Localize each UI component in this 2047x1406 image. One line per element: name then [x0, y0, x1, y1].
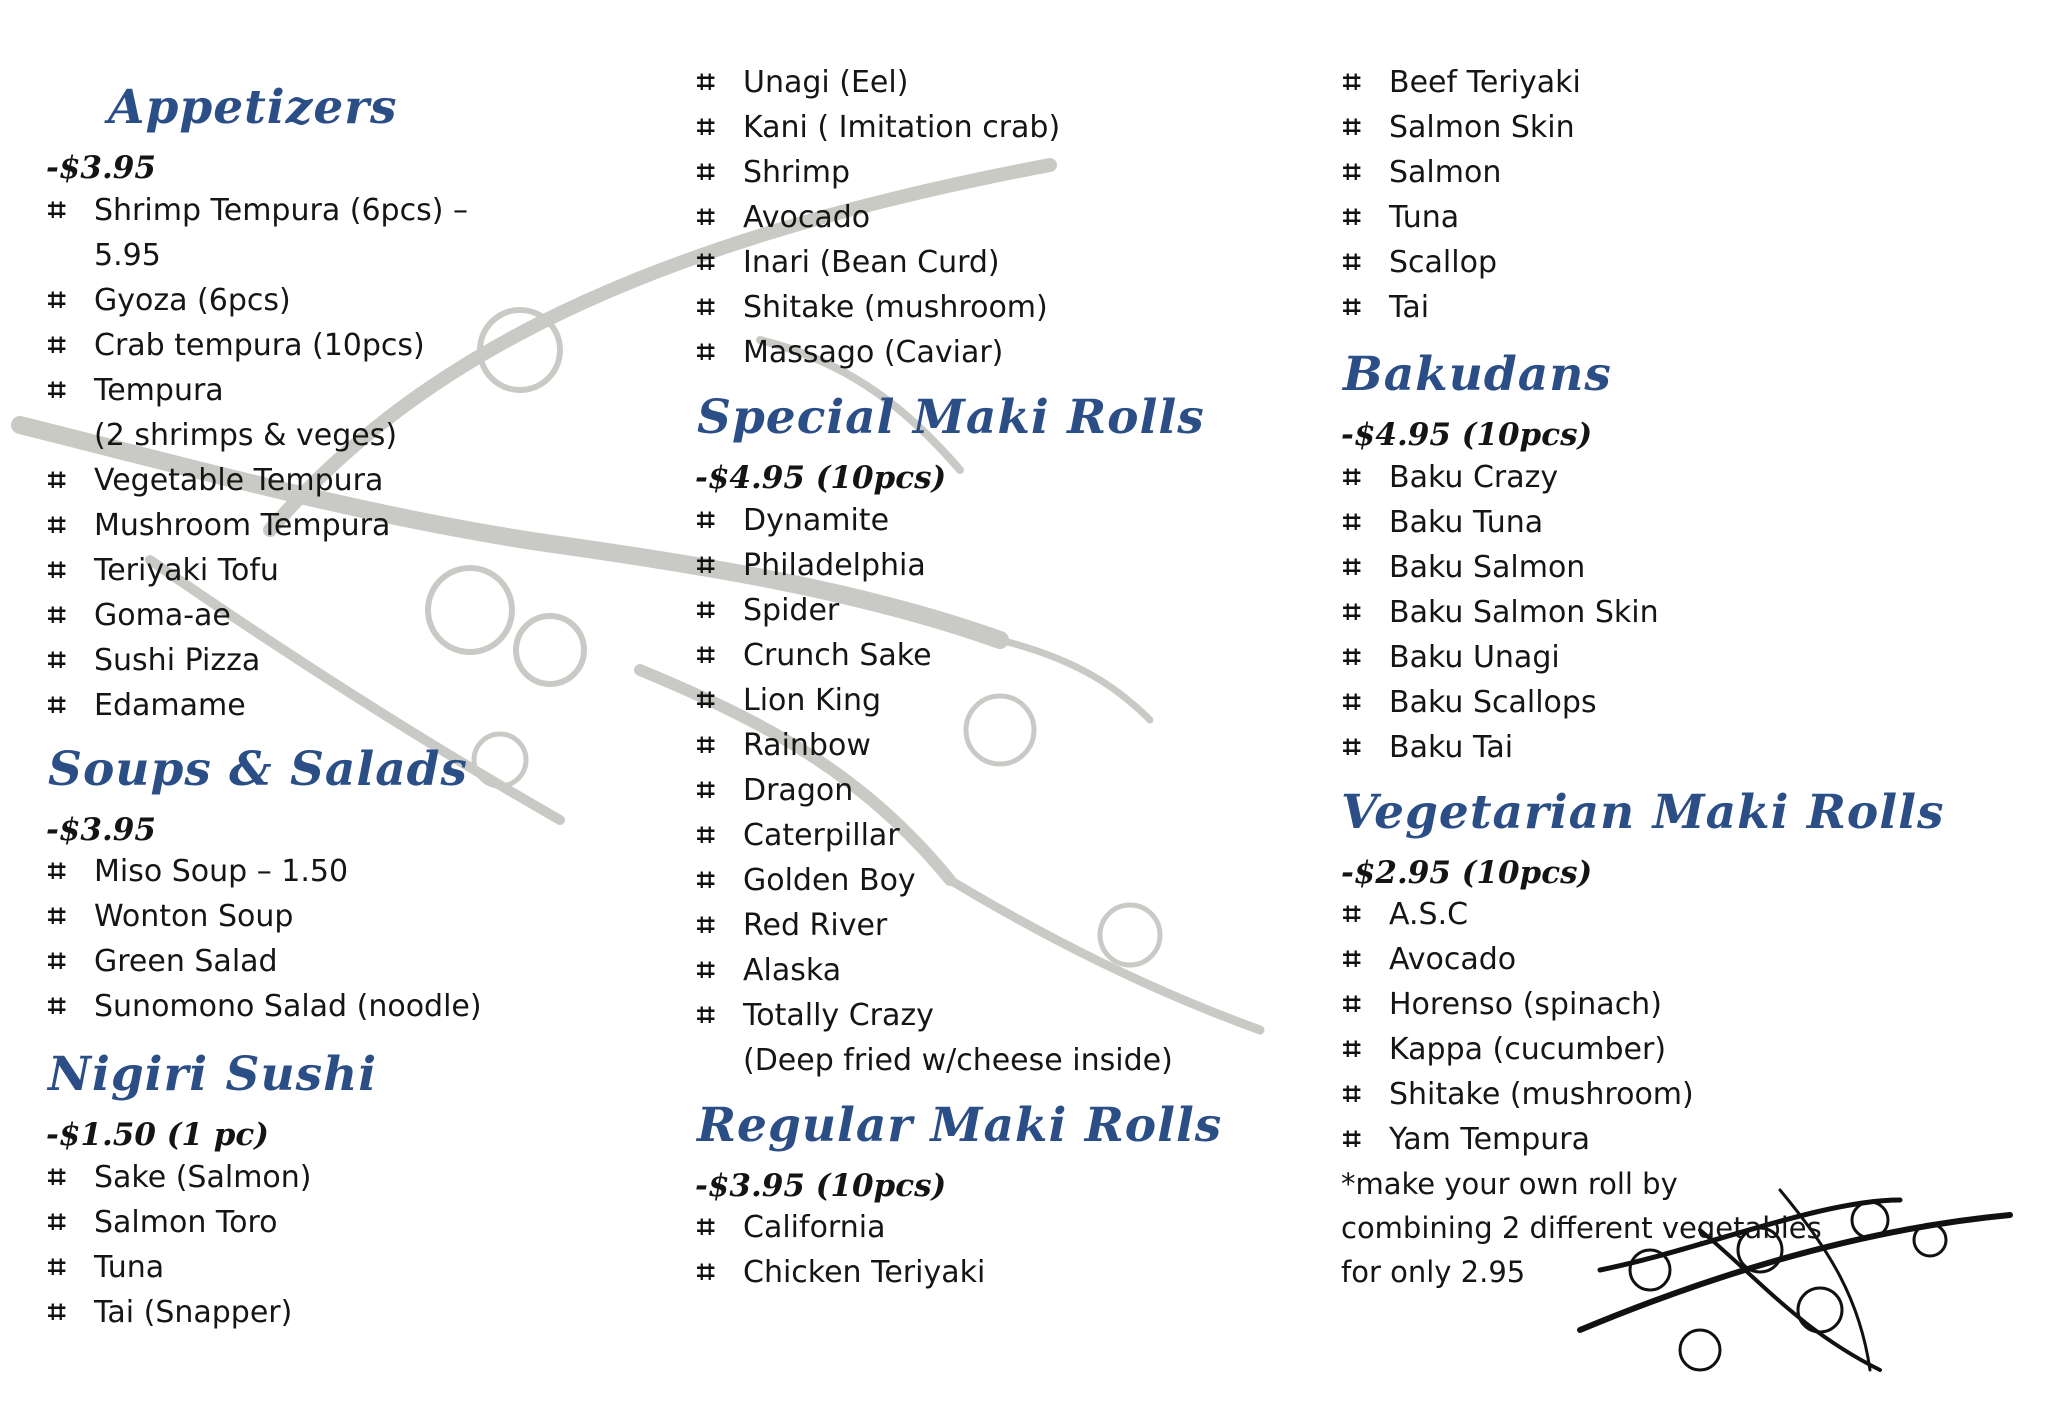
- list-item: ⌗ Wonton Soup: [46, 894, 482, 939]
- hash-bullet-icon: ⌗: [697, 109, 715, 145]
- hash-bullet-icon: ⌗: [1343, 64, 1361, 100]
- hash-bullet-icon: ⌗: [48, 327, 66, 363]
- list-item: ⌗ Tempura (2 shrimps & veges): [46, 368, 468, 458]
- hash-bullet-icon: ⌗: [697, 334, 715, 370]
- list-item: ⌗ Tuna: [46, 1245, 312, 1290]
- list-item: ⌗ Beef Teriyaki: [1341, 60, 1581, 105]
- hash-bullet-icon: ⌗: [1343, 896, 1361, 932]
- price-note-regular-maki-rolls: -$3.95 (10pcs): [695, 1168, 947, 1204]
- section-title-soups-salads: Soups & Salads: [48, 742, 468, 797]
- price-note-appetizers: -$3.95: [46, 150, 156, 186]
- list-item: ⌗ Caterpillar: [695, 813, 1173, 858]
- list-item: ⌗ Spider: [695, 588, 1173, 633]
- list-item: ⌗ Baku Scallops: [1341, 680, 1659, 725]
- list-item: ⌗ Inari (Bean Curd): [695, 240, 1060, 285]
- hash-bullet-icon: ⌗: [48, 192, 66, 228]
- hash-bullet-icon: ⌗: [697, 637, 715, 673]
- list-item: ⌗ Scallop: [1341, 240, 1581, 285]
- hash-bullet-icon: ⌗: [1343, 986, 1361, 1022]
- hash-bullet-icon: ⌗: [697, 199, 715, 235]
- hash-bullet-icon: ⌗: [1343, 729, 1361, 765]
- price-note-vegetarian-maki-rolls: -$2.95 (10pcs): [1341, 855, 1593, 891]
- price-note-nigiri-sushi: -$1.50 (1 pc): [46, 1117, 269, 1153]
- hash-bullet-icon: ⌗: [48, 687, 66, 723]
- section-title-vegetarian-maki-rolls: Vegetarian Maki Rolls: [1341, 785, 1945, 840]
- section-title-regular-maki-rolls: Regular Maki Rolls: [697, 1098, 1223, 1153]
- hash-bullet-icon: ⌗: [48, 898, 66, 934]
- list-item: ⌗ Shitake (mushroom): [1341, 1072, 1694, 1117]
- hash-bullet-icon: ⌗: [48, 552, 66, 588]
- list-item: ⌗ Green Salad: [46, 939, 482, 984]
- hash-bullet-icon: ⌗: [48, 507, 66, 543]
- hash-bullet-icon: ⌗: [697, 502, 715, 538]
- section-title-appetizers: Appetizers: [108, 80, 398, 135]
- list-item: ⌗ Tai (Snapper): [46, 1290, 312, 1335]
- regular-maki-rolls-list-continued: [1341, 60, 1581, 330]
- list-item: ⌗ Philadelphia: [695, 543, 1173, 588]
- vegetarian-maki-rolls-list: [1341, 892, 1694, 1162]
- list-item: ⌗ Mushroom Tempura: [46, 503, 468, 548]
- appetizers-list: [46, 188, 468, 728]
- soups-salads-list: [46, 849, 482, 1029]
- list-item: ⌗ Baku Unagi: [1341, 635, 1659, 680]
- list-item: ⌗ Shitake (mushroom): [695, 285, 1060, 330]
- hash-bullet-icon: ⌗: [1343, 154, 1361, 190]
- hash-bullet-icon: ⌗: [1343, 504, 1361, 540]
- hash-bullet-icon: ⌗: [1343, 639, 1361, 675]
- list-item: ⌗ Gyoza (6pcs): [46, 278, 468, 323]
- list-item: ⌗ A.S.C: [1341, 892, 1694, 937]
- list-item: ⌗ California: [695, 1205, 985, 1250]
- hash-bullet-icon: ⌗: [1343, 594, 1361, 630]
- section-title-nigiri-sushi: Nigiri Sushi: [48, 1047, 378, 1102]
- make-your-own-roll-note: *make your own roll by combining 2 different vegetables for only 2.95: [1341, 1167, 1822, 1289]
- hash-bullet-icon: ⌗: [48, 1204, 66, 1240]
- list-item: ⌗ Horenso (spinach): [1341, 982, 1694, 1027]
- list-item: ⌗ Kappa (cucumber): [1341, 1027, 1694, 1072]
- list-item: ⌗ Dragon: [695, 768, 1173, 813]
- hash-bullet-icon: ⌗: [697, 817, 715, 853]
- list-item: ⌗ Crab tempura (10pcs): [46, 323, 468, 368]
- hash-bullet-icon: ⌗: [697, 682, 715, 718]
- hash-bullet-icon: ⌗: [48, 462, 66, 498]
- list-item: ⌗ Shrimp: [695, 150, 1060, 195]
- hash-bullet-icon: ⌗: [48, 642, 66, 678]
- hash-bullet-icon: ⌗: [48, 282, 66, 318]
- regular-maki-rolls-list: [695, 1205, 985, 1295]
- list-item: ⌗ Rainbow: [695, 723, 1173, 768]
- section-title-special-maki-rolls: Special Maki Rolls: [697, 390, 1205, 445]
- hash-bullet-icon: ⌗: [697, 592, 715, 628]
- list-item: ⌗ Tuna: [1341, 195, 1581, 240]
- list-item: ⌗ Teriyaki Tofu: [46, 548, 468, 593]
- bakudans-list: [1341, 455, 1659, 770]
- list-item: ⌗ Edamame: [46, 683, 468, 728]
- hash-bullet-icon: ⌗: [1343, 109, 1361, 145]
- hash-bullet-icon: ⌗: [697, 1254, 715, 1290]
- hash-bullet-icon: ⌗: [697, 862, 715, 898]
- list-item: ⌗ Salmon Toro: [46, 1200, 312, 1245]
- list-item: ⌗ Crunch Sake: [695, 633, 1173, 678]
- list-item: ⌗ Sake (Salmon): [46, 1155, 312, 1200]
- hash-bullet-icon: ⌗: [1343, 549, 1361, 585]
- hash-bullet-icon: ⌗: [697, 244, 715, 280]
- hash-bullet-icon: ⌗: [48, 1249, 66, 1285]
- list-item: ⌗ Totally Crazy (Deep fried w/cheese inside): [695, 993, 1173, 1083]
- hash-bullet-icon: ⌗: [48, 597, 66, 633]
- hash-bullet-icon: ⌗: [1343, 244, 1361, 280]
- special-maki-rolls-list: [695, 498, 1173, 1083]
- hash-bullet-icon: ⌗: [697, 997, 715, 1033]
- nigiri-sushi-list: [46, 1155, 312, 1335]
- list-item: ⌗ Sushi Pizza: [46, 638, 468, 683]
- hash-bullet-icon: ⌗: [48, 988, 66, 1024]
- list-item: ⌗ Avocado: [1341, 937, 1694, 982]
- list-item: ⌗ Lion King: [695, 678, 1173, 723]
- price-note-special-maki-rolls: -$4.95 (10pcs): [695, 460, 947, 496]
- list-item: ⌗ Goma-ae: [46, 593, 468, 638]
- list-item: ⌗ Baku Crazy: [1341, 455, 1659, 500]
- hash-bullet-icon: ⌗: [697, 727, 715, 763]
- hash-bullet-icon: ⌗: [697, 907, 715, 943]
- hash-bullet-icon: ⌗: [48, 943, 66, 979]
- list-item: ⌗ Tai: [1341, 285, 1581, 330]
- hash-bullet-icon: ⌗: [48, 853, 66, 889]
- list-item: ⌗ Avocado: [695, 195, 1060, 240]
- list-item: ⌗ Massago (Caviar): [695, 330, 1060, 375]
- nigiri-sushi-list-continued: [695, 60, 1060, 375]
- list-item: ⌗ Salmon Skin: [1341, 105, 1581, 150]
- hash-bullet-icon: ⌗: [697, 772, 715, 808]
- hash-bullet-icon: ⌗: [1343, 1076, 1361, 1112]
- section-title-bakudans: Bakudans: [1343, 347, 1612, 402]
- list-item: ⌗ Baku Tuna: [1341, 500, 1659, 545]
- hash-bullet-icon: ⌗: [697, 1209, 715, 1245]
- list-item: ⌗ Kani ( Imitation crab): [695, 105, 1060, 150]
- hash-bullet-icon: ⌗: [697, 547, 715, 583]
- list-item: ⌗ Unagi (Eel): [695, 60, 1060, 105]
- hash-bullet-icon: ⌗: [697, 154, 715, 190]
- list-item: ⌗ Red River: [695, 903, 1173, 948]
- hash-bullet-icon: ⌗: [48, 1159, 66, 1195]
- hash-bullet-icon: ⌗: [697, 289, 715, 325]
- list-item: ⌗ Dynamite: [695, 498, 1173, 543]
- list-item: ⌗ Alaska: [695, 948, 1173, 993]
- hash-bullet-icon: ⌗: [1343, 1031, 1361, 1067]
- list-item: ⌗ Yam Tempura: [1341, 1117, 1694, 1162]
- hash-bullet-icon: ⌗: [697, 64, 715, 100]
- hash-bullet-icon: ⌗: [1343, 941, 1361, 977]
- list-item: ⌗ Chicken Teriyaki: [695, 1250, 985, 1295]
- list-item: ⌗ Sunomono Salad (noodle): [46, 984, 482, 1029]
- hash-bullet-icon: ⌗: [697, 952, 715, 988]
- list-item: ⌗ Baku Tai: [1341, 725, 1659, 770]
- price-note-bakudans: -$4.95 (10pcs): [1341, 417, 1593, 453]
- list-item: ⌗ Baku Salmon Skin: [1341, 590, 1659, 635]
- hash-bullet-icon: ⌗: [48, 372, 66, 408]
- hash-bullet-icon: ⌗: [1343, 199, 1361, 235]
- list-item: ⌗ Miso Soup – 1.50: [46, 849, 482, 894]
- list-item: ⌗ Salmon: [1341, 150, 1581, 195]
- hash-bullet-icon: ⌗: [1343, 1121, 1361, 1157]
- list-item: ⌗ Baku Salmon: [1341, 545, 1659, 590]
- hash-bullet-icon: ⌗: [48, 1294, 66, 1330]
- hash-bullet-icon: ⌗: [1343, 684, 1361, 720]
- hash-bullet-icon: ⌗: [1343, 459, 1361, 495]
- list-item: ⌗ Shrimp Tempura (6pcs) – 5.95: [46, 188, 468, 278]
- price-note-soups-salads: -$3.95: [46, 812, 156, 848]
- hash-bullet-icon: ⌗: [1343, 289, 1361, 325]
- list-item: ⌗ Vegetable Tempura: [46, 458, 468, 503]
- list-item: ⌗ Golden Boy: [695, 858, 1173, 903]
